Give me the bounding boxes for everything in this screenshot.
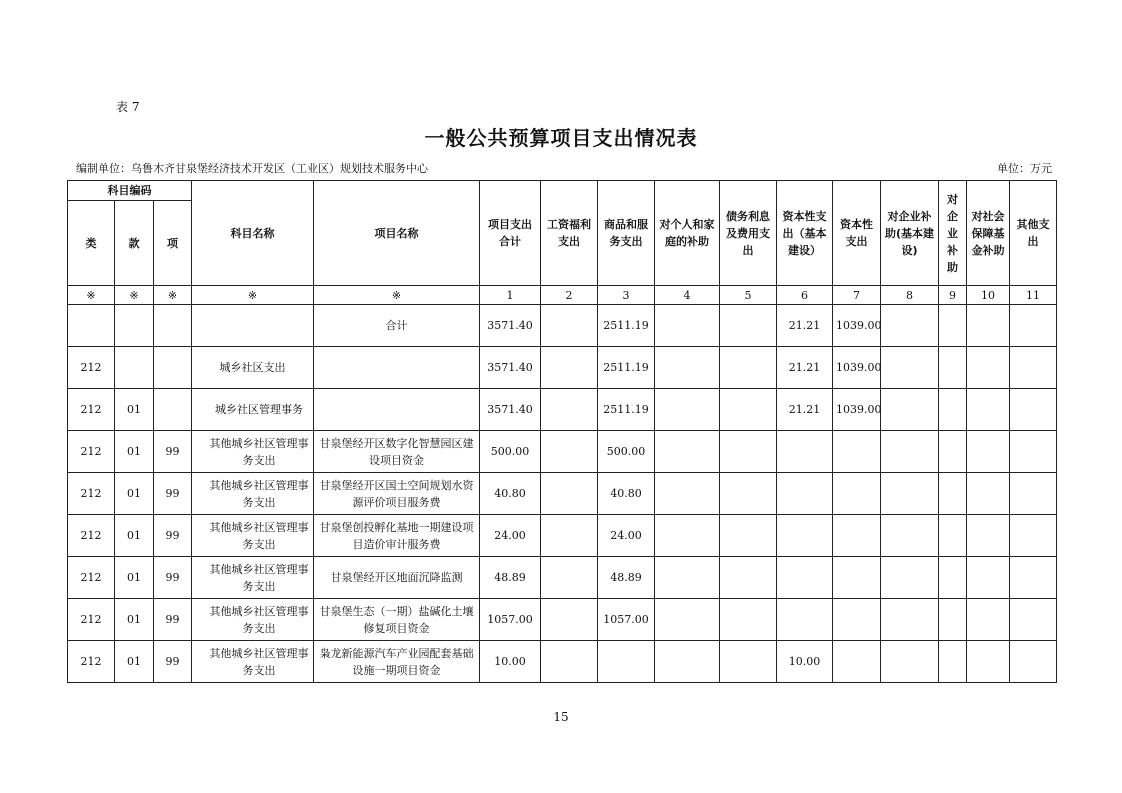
header-col-3: 商品和服务支出 xyxy=(598,181,655,286)
index-row xyxy=(68,286,1057,305)
amount-cell-c6 xyxy=(777,431,833,473)
amount-cell-c5 xyxy=(720,389,777,431)
amount-cell-c11 xyxy=(1010,515,1057,557)
amount-cell-c1: 3571.40 xyxy=(480,305,541,347)
amount-cell-c4 xyxy=(655,641,720,683)
amount-cell-c10 xyxy=(967,347,1010,389)
code-cell-xiang: 99 xyxy=(154,473,192,515)
header-subject-code: 科目编码 xyxy=(68,181,192,201)
amount-cell-c3: 40.80 xyxy=(598,473,655,515)
amount-cell-c11 xyxy=(1010,557,1057,599)
header-col-8: 对企业补助(基本建设) xyxy=(881,181,939,286)
amount-cell-c7: 1039.00 xyxy=(833,305,881,347)
index-cell: 11 xyxy=(1010,286,1057,305)
amount-cell-c5 xyxy=(720,347,777,389)
index-cell: ※ xyxy=(115,286,154,305)
amount-cell-c3: 48.89 xyxy=(598,557,655,599)
amount-cell-c9 xyxy=(939,641,967,683)
amount-cell-c2 xyxy=(541,431,598,473)
amount-cell-c1: 24.00 xyxy=(480,515,541,557)
subject-name-cell: 其他城乡社区管理事务支出 xyxy=(192,473,314,515)
table-row xyxy=(68,389,1057,431)
table-row xyxy=(68,641,1057,683)
amount-cell-c2 xyxy=(541,641,598,683)
project-name-cell xyxy=(314,389,480,431)
amount-cell-c10 xyxy=(967,305,1010,347)
amount-cell-c1: 3571.40 xyxy=(480,347,541,389)
amount-cell-c6 xyxy=(777,557,833,599)
amount-cell-c9 xyxy=(939,515,967,557)
code-cell-kuan: 01 xyxy=(115,557,154,599)
amount-cell-c7 xyxy=(833,515,881,557)
amount-cell-c6: 21.21 xyxy=(777,305,833,347)
amount-cell-c1: 10.00 xyxy=(480,641,541,683)
code-cell-xiang: 99 xyxy=(154,515,192,557)
amount-cell-c4 xyxy=(655,431,720,473)
header-col-11: 其他支出 xyxy=(1010,181,1057,286)
subject-name-cell: 其他城乡社区管理事务支出 xyxy=(192,557,314,599)
table-label: 表 7 xyxy=(116,100,140,114)
header-col-10: 对社会保障基金补助 xyxy=(967,181,1010,286)
amount-cell-c4 xyxy=(655,347,720,389)
amount-cell-c7 xyxy=(833,431,881,473)
code-cell-lei: 212 xyxy=(68,389,115,431)
amount-cell-c4 xyxy=(655,473,720,515)
amount-cell-c10 xyxy=(967,515,1010,557)
code-cell-kuan: 01 xyxy=(115,431,154,473)
amount-cell-c3 xyxy=(598,641,655,683)
amount-cell-c9 xyxy=(939,473,967,515)
code-cell-kuan xyxy=(115,305,154,347)
amount-cell-c10 xyxy=(967,557,1010,599)
code-cell-kuan: 01 xyxy=(115,515,154,557)
code-cell-lei: 212 xyxy=(68,431,115,473)
amount-cell-c10 xyxy=(967,599,1010,641)
code-cell-xiang: 99 xyxy=(154,641,192,683)
subject-name-cell xyxy=(192,305,314,347)
table-row xyxy=(68,515,1057,557)
header-lei: 类 xyxy=(68,201,115,286)
table-row xyxy=(68,305,1057,347)
code-cell-lei: 212 xyxy=(68,557,115,599)
amount-cell-c5 xyxy=(720,473,777,515)
amount-cell-c1: 48.89 xyxy=(480,557,541,599)
amount-cell-c5 xyxy=(720,431,777,473)
amount-cell-c11 xyxy=(1010,431,1057,473)
amount-cell-c2 xyxy=(541,347,598,389)
code-cell-xiang xyxy=(154,305,192,347)
code-cell-xiang: 99 xyxy=(154,557,192,599)
amount-cell-c7 xyxy=(833,641,881,683)
subject-name-cell: 城乡社区管理事务 xyxy=(192,389,314,431)
amount-cell-c7: 1039.00 xyxy=(833,389,881,431)
header-col-5: 债务利息及费用支出 xyxy=(720,181,777,286)
code-cell-kuan: 01 xyxy=(115,473,154,515)
index-cell: ※ xyxy=(68,286,115,305)
header-subject-name: 科目名称 xyxy=(192,181,314,286)
amount-cell-c9 xyxy=(939,389,967,431)
amount-cell-c9 xyxy=(939,557,967,599)
amount-cell-c6 xyxy=(777,473,833,515)
amount-cell-c10 xyxy=(967,431,1010,473)
table-row xyxy=(68,557,1057,599)
amount-cell-c1: 500.00 xyxy=(480,431,541,473)
subject-name-cell: 城乡社区支出 xyxy=(192,347,314,389)
amount-cell-c6: 10.00 xyxy=(777,641,833,683)
page-number: 15 xyxy=(553,710,569,724)
code-cell-lei xyxy=(68,305,115,347)
amount-cell-c2 xyxy=(541,599,598,641)
amount-cell-c5 xyxy=(720,305,777,347)
code-cell-lei: 212 xyxy=(68,641,115,683)
amount-cell-c8 xyxy=(881,431,939,473)
amount-cell-c10 xyxy=(967,389,1010,431)
compiling-unit: 编制单位：乌鲁木齐甘泉堡经济技术开发区（工业区）规划技术服务中心 xyxy=(76,162,428,175)
header-project-name: 项目名称 xyxy=(314,181,480,286)
subject-name-cell: 其他城乡社区管理事务支出 xyxy=(192,515,314,557)
header-col-1: 项目支出合计 xyxy=(480,181,541,286)
project-name-cell: 甘泉堡创投孵化基地一期建设项目造价审计服务费 xyxy=(314,515,480,557)
amount-cell-c6: 21.21 xyxy=(777,347,833,389)
index-cell: 2 xyxy=(541,286,598,305)
code-cell-lei: 212 xyxy=(68,515,115,557)
header-col-4: 对个人和家庭的补助 xyxy=(655,181,720,286)
table-row xyxy=(68,599,1057,641)
amount-cell-c8 xyxy=(881,389,939,431)
amount-cell-c11 xyxy=(1010,641,1057,683)
project-name-cell: 合计 xyxy=(314,305,480,347)
amount-cell-c4 xyxy=(655,515,720,557)
header-col-2: 工资福利支出 xyxy=(541,181,598,286)
amount-cell-c6 xyxy=(777,515,833,557)
code-cell-xiang: 99 xyxy=(154,431,192,473)
amount-cell-c8 xyxy=(881,641,939,683)
amount-cell-c1: 1057.00 xyxy=(480,599,541,641)
amount-cell-c11 xyxy=(1010,389,1057,431)
index-cell: 7 xyxy=(833,286,881,305)
code-cell-xiang xyxy=(154,389,192,431)
amount-cell-c7 xyxy=(833,473,881,515)
amount-cell-c4 xyxy=(655,389,720,431)
amount-cell-c8 xyxy=(881,347,939,389)
amount-cell-c9 xyxy=(939,431,967,473)
index-cell: 5 xyxy=(720,286,777,305)
amount-cell-c9 xyxy=(939,305,967,347)
table-row xyxy=(68,473,1057,515)
amount-cell-c2 xyxy=(541,557,598,599)
amount-cell-c2 xyxy=(541,515,598,557)
project-name-cell: 甘泉堡生态（一期）盐碱化土壤修复项目资金 xyxy=(314,599,480,641)
amount-cell-c5 xyxy=(720,557,777,599)
header-col-9: 对企业补助 xyxy=(939,181,967,286)
amount-cell-c5 xyxy=(720,641,777,683)
subject-name-cell: 其他城乡社区管理事务支出 xyxy=(192,431,314,473)
budget-table xyxy=(67,180,1057,683)
amount-cell-c6 xyxy=(777,599,833,641)
index-cell: ※ xyxy=(314,286,480,305)
amount-cell-c3: 2511.19 xyxy=(598,305,655,347)
amount-cell-c3: 2511.19 xyxy=(598,389,655,431)
amount-cell-c2 xyxy=(541,305,598,347)
amount-cell-c3: 500.00 xyxy=(598,431,655,473)
project-name-cell xyxy=(314,347,480,389)
amount-cell-c10 xyxy=(967,641,1010,683)
amount-cell-c7 xyxy=(833,557,881,599)
code-cell-lei: 212 xyxy=(68,347,115,389)
index-cell: ※ xyxy=(154,286,192,305)
amount-cell-c1: 40.80 xyxy=(480,473,541,515)
code-cell-lei: 212 xyxy=(68,473,115,515)
amount-cell-c7: 1039.00 xyxy=(833,347,881,389)
amount-cell-c4 xyxy=(655,599,720,641)
amount-cell-c5 xyxy=(720,515,777,557)
amount-cell-c3: 2511.19 xyxy=(598,347,655,389)
index-cell: 3 xyxy=(598,286,655,305)
amount-cell-c10 xyxy=(967,473,1010,515)
index-cell: 1 xyxy=(480,286,541,305)
header-xiang: 项 xyxy=(154,201,192,286)
amount-cell-c11 xyxy=(1010,473,1057,515)
amount-cell-c8 xyxy=(881,599,939,641)
project-name-cell: 甘泉堡经开区数字化智慧园区建设项目资金 xyxy=(314,431,480,473)
amount-cell-c4 xyxy=(655,557,720,599)
code-cell-lei: 212 xyxy=(68,599,115,641)
index-cell: 9 xyxy=(939,286,967,305)
amount-cell-c2 xyxy=(541,473,598,515)
amount-cell-c11 xyxy=(1010,305,1057,347)
page-title: 一般公共预算项目支出情况表 xyxy=(424,126,698,150)
index-cell: 8 xyxy=(881,286,939,305)
unit-label: 单位：万元 xyxy=(997,162,1052,175)
code-cell-kuan: 01 xyxy=(115,389,154,431)
amount-cell-c8 xyxy=(881,473,939,515)
amount-cell-c8 xyxy=(881,515,939,557)
amount-cell-c2 xyxy=(541,389,598,431)
header-kuan: 款 xyxy=(115,201,154,286)
project-name-cell: 枭龙新能源汽车产业园配套基础设施一期项目资金 xyxy=(314,641,480,683)
table-row xyxy=(68,431,1057,473)
amount-cell-c9 xyxy=(939,347,967,389)
project-name-cell: 甘泉堡经开区地面沉降监测 xyxy=(314,557,480,599)
table-row xyxy=(68,347,1057,389)
amount-cell-c7 xyxy=(833,599,881,641)
index-cell: 6 xyxy=(777,286,833,305)
header-col-6: 资本性支出（基本建设） xyxy=(777,181,833,286)
header-col-7: 资本性支出 xyxy=(833,181,881,286)
index-cell: ※ xyxy=(192,286,314,305)
amount-cell-c11 xyxy=(1010,347,1057,389)
code-cell-kuan: 01 xyxy=(115,599,154,641)
project-name-cell: 甘泉堡经开区国土空间规划水资源评价项目服务费 xyxy=(314,473,480,515)
index-cell: 4 xyxy=(655,286,720,305)
code-cell-xiang: 99 xyxy=(154,599,192,641)
amount-cell-c5 xyxy=(720,599,777,641)
amount-cell-c11 xyxy=(1010,599,1057,641)
amount-cell-c1: 3571.40 xyxy=(480,389,541,431)
subject-name-cell: 其他城乡社区管理事务支出 xyxy=(192,599,314,641)
amount-cell-c3: 1057.00 xyxy=(598,599,655,641)
amount-cell-c6: 21.21 xyxy=(777,389,833,431)
amount-cell-c4 xyxy=(655,305,720,347)
code-cell-kuan: 01 xyxy=(115,641,154,683)
code-cell-kuan xyxy=(115,347,154,389)
header-row-1 xyxy=(68,181,1057,201)
index-cell: 10 xyxy=(967,286,1010,305)
amount-cell-c9 xyxy=(939,599,967,641)
amount-cell-c8 xyxy=(881,557,939,599)
amount-cell-c3: 24.00 xyxy=(598,515,655,557)
subject-name-cell: 其他城乡社区管理事务支出 xyxy=(192,641,314,683)
amount-cell-c8 xyxy=(881,305,939,347)
code-cell-xiang xyxy=(154,347,192,389)
